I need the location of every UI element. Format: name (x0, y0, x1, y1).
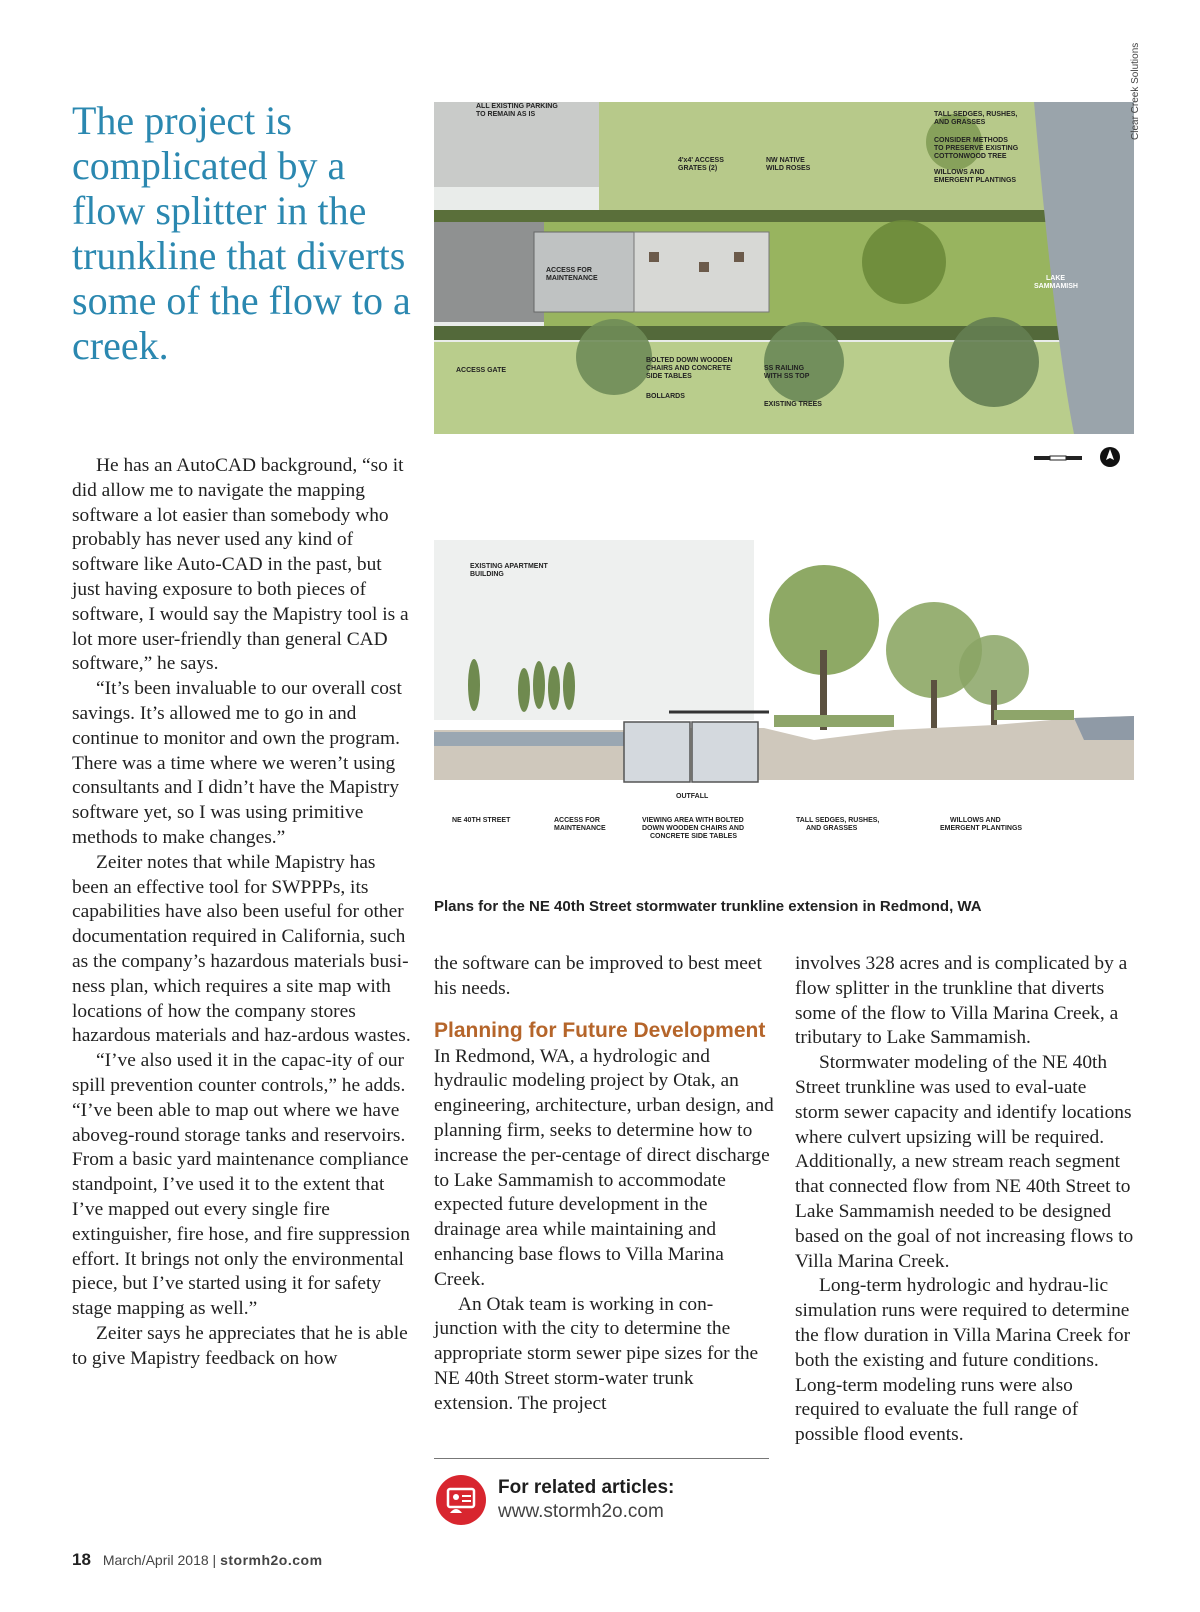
north-arrow-scale (1034, 446, 1124, 470)
plan-label: EMERGENT PLANTINGS (934, 177, 1017, 184)
section-label: NE 40TH STREET (452, 817, 511, 824)
plan-label: WITH SS TOP (764, 373, 810, 380)
related-title: For related articles: (498, 1477, 675, 1498)
plan-label: SAMMAMISH (1034, 283, 1078, 290)
plan-label: SIDE TABLES (646, 373, 692, 380)
plan-label: MAINTENANCE (546, 275, 598, 282)
page-number: 18 (72, 1550, 91, 1569)
site-plan-figure (434, 102, 1134, 434)
svg-text:VIEWING AREA WITH BOLTEDDOWN W (642, 817, 744, 840)
section-label: TALL SEDGES, RUSHES, (796, 817, 880, 824)
site-name: stormh2o.com (220, 1552, 323, 1568)
section-heading: Planning for Future Development (434, 1018, 766, 1042)
plan-label: AND GRASSES (934, 119, 986, 126)
plan-label: ACCESS GATE (456, 367, 507, 374)
plan-label: NW NATIVE (766, 157, 805, 164)
paragraph: Long-term hydrologic and hydrau-lic simulation runs were required to determine the flow duration in Villa Marina Creek for both the existing and future conditions. Long-term modeling runs were also required to evaluate the full range of possible flood events. (795, 1275, 1131, 1446)
paragraph: “It’s been invaluable to our overall cost savings. It’s allowed me to go in and continue to monitor and own the program. There was a time where we weren’t using consultants and I didn’t have the Mapistry software yet, so I was using primitive methods to make changes.” (72, 678, 402, 848)
plan-label: EXISTING TREES (764, 401, 822, 408)
section-label: EMERGENT PLANTINGS (940, 825, 1023, 832)
plan-label: COTTONWOOD TREE (934, 153, 1007, 160)
section-label: CONCRETE SIDE TABLES (650, 833, 737, 840)
plan-label: SS RAILING (764, 365, 805, 372)
section-label: VIEWING AREA WITH BOLTED (642, 817, 744, 824)
body-column-3 (795, 952, 1135, 1448)
svg-text:CONSIDER METHODSTO PRESERVE EX (934, 137, 1019, 160)
reader-icon (436, 1475, 486, 1525)
section-label: OUTFALL (676, 793, 709, 800)
plan-label: ALL EXISTING PARKING (476, 103, 558, 110)
svg-text:NW NATIVEWILD ROSES (766, 157, 811, 172)
paragraph: Stormwater modeling of the NE 40th Street trunkline was used to eval-uate storm sewer capacity and identify locations where culvert upsizing will be required. Additionally, a new stream reach segment that connected flow from NE 40th Street to Lake Sammamish needed to be designed based on the goal of not increasing flows to Villa Marina Creek. (795, 1052, 1134, 1272)
svg-text:ACCESS FORMAINTENANCE (546, 267, 598, 282)
page-footer (72, 1550, 323, 1570)
paragraph: An Otak team is working in con-junction with the city to determine the appropriate storm sewer pipe sizes for the NE 40th Street storm-water trunk extension. The project (434, 1293, 759, 1414)
section-label: WILLOWS AND (950, 817, 1001, 824)
related-articles-box (434, 1458, 769, 1533)
plan-label: CHAIRS AND CONCRETE (646, 365, 731, 372)
section-label: AND GRASSES (806, 825, 858, 832)
plan-label: TALL SEDGES, RUSHES, (934, 111, 1018, 118)
plan-label: GRATES (2) (678, 165, 718, 172)
plan-label: WILD ROSES (766, 165, 811, 172)
section-label: EXISTING APARTMENT (470, 563, 548, 570)
plan-label: CONSIDER METHODS (934, 137, 1008, 144)
plan-label: TO PRESERVE EXISTING (934, 145, 1019, 152)
related-link[interactable]: www.stormh2o.com (498, 1501, 664, 1522)
section-label: ACCESS FOR (554, 817, 600, 824)
body-column-1 (72, 454, 412, 1371)
paragraph: Zeiter notes that while Mapistry has been an effective tool for SWPPPs, its capabilities have also been useful for other documentation required in California, such as the company’s hazardous materials busi-ness plan, which requires a site map with locations of how the company stores hazardous materials and haz-ardous wastes. (72, 851, 411, 1047)
plan-label: WILLOWS AND (934, 169, 985, 176)
paragraph: “I’ve also used it in the capac-ity of our spill prevention counter controls,” he adds. “I’ve been able to map out where we have aboveg-round storage tanks and reservoirs. From a basic yard maintenance compliance standpoint, I’ve used it to the extent that I’ve mapped out every single fire extinguisher, fire hose, and fire suppression effort. It brings not only the environmental piece, but I’ve started using it for safety stage mapping as well.” (72, 1050, 410, 1320)
section-label: DOWN WOODEN CHAIRS AND (642, 825, 745, 832)
plan-label: TO REMAIN AS IS (476, 111, 536, 118)
paragraph: involves 328 acres and is complicated by a flow splitter in the trunkline that diverts some of the flow to Villa Marina Creek, a tributary to Lake Sammamish. (795, 953, 1128, 1049)
section-label: MAINTENANCE (554, 825, 606, 832)
paragraph: He has an AutoCAD background, “so it did allow me to navigate the mapping software a lot easier than somebody who probably has never used any kind of software like Auto-CAD in the past, but just having exposure to both pieces of software, I would say the Mapistry tool is a lot more user-friendly than general CAD software,” he says. (72, 455, 409, 675)
plan-label: BOLTED DOWN WOODEN (646, 357, 733, 364)
paragraph: the software can be improved to best meet his needs. (434, 953, 762, 999)
plan-label: BOLLARDS (646, 393, 685, 400)
issue-date: March/April 2018 | (102, 1552, 217, 1568)
paragraph: Zeiter says he appreciates that he is able to give Mapistry feedback on how (72, 1322, 408, 1369)
pull-quote: The project is complicated by a flow splitter in the trunkline that diverts some of the flow to a creek. (72, 98, 411, 368)
photo-credit: Clear Creek Solutions (1130, 42, 1141, 140)
svg-text:SS RAILINGWITH SS TOP (764, 365, 810, 380)
plan-label: ACCESS FOR (546, 267, 592, 274)
section-label: BUILDING (470, 571, 504, 578)
figure-caption: Plans for the NE 40th Street stormwater trunkline extension in Redmond, WA (434, 898, 982, 915)
svg-text:ACCESS FORMAINTENANCE (554, 817, 606, 832)
body-column-2 (434, 952, 774, 1417)
plan-label: LAKE (1046, 275, 1066, 282)
site-section-figure (434, 540, 1134, 860)
paragraph: In Redmond, WA, a hydrologic and hydraulic modeling project by Otak, an engineering, architecture, urban design, and planning firm, seeks to determine how to increase the per-centage of direct discharge to Lake Sammamish to accommodate expected future development in the drainage area while maintaining and enhancing base flows to Villa Marina Creek. (434, 1045, 774, 1290)
plan-label: 4'x4' ACCESS (678, 157, 724, 164)
